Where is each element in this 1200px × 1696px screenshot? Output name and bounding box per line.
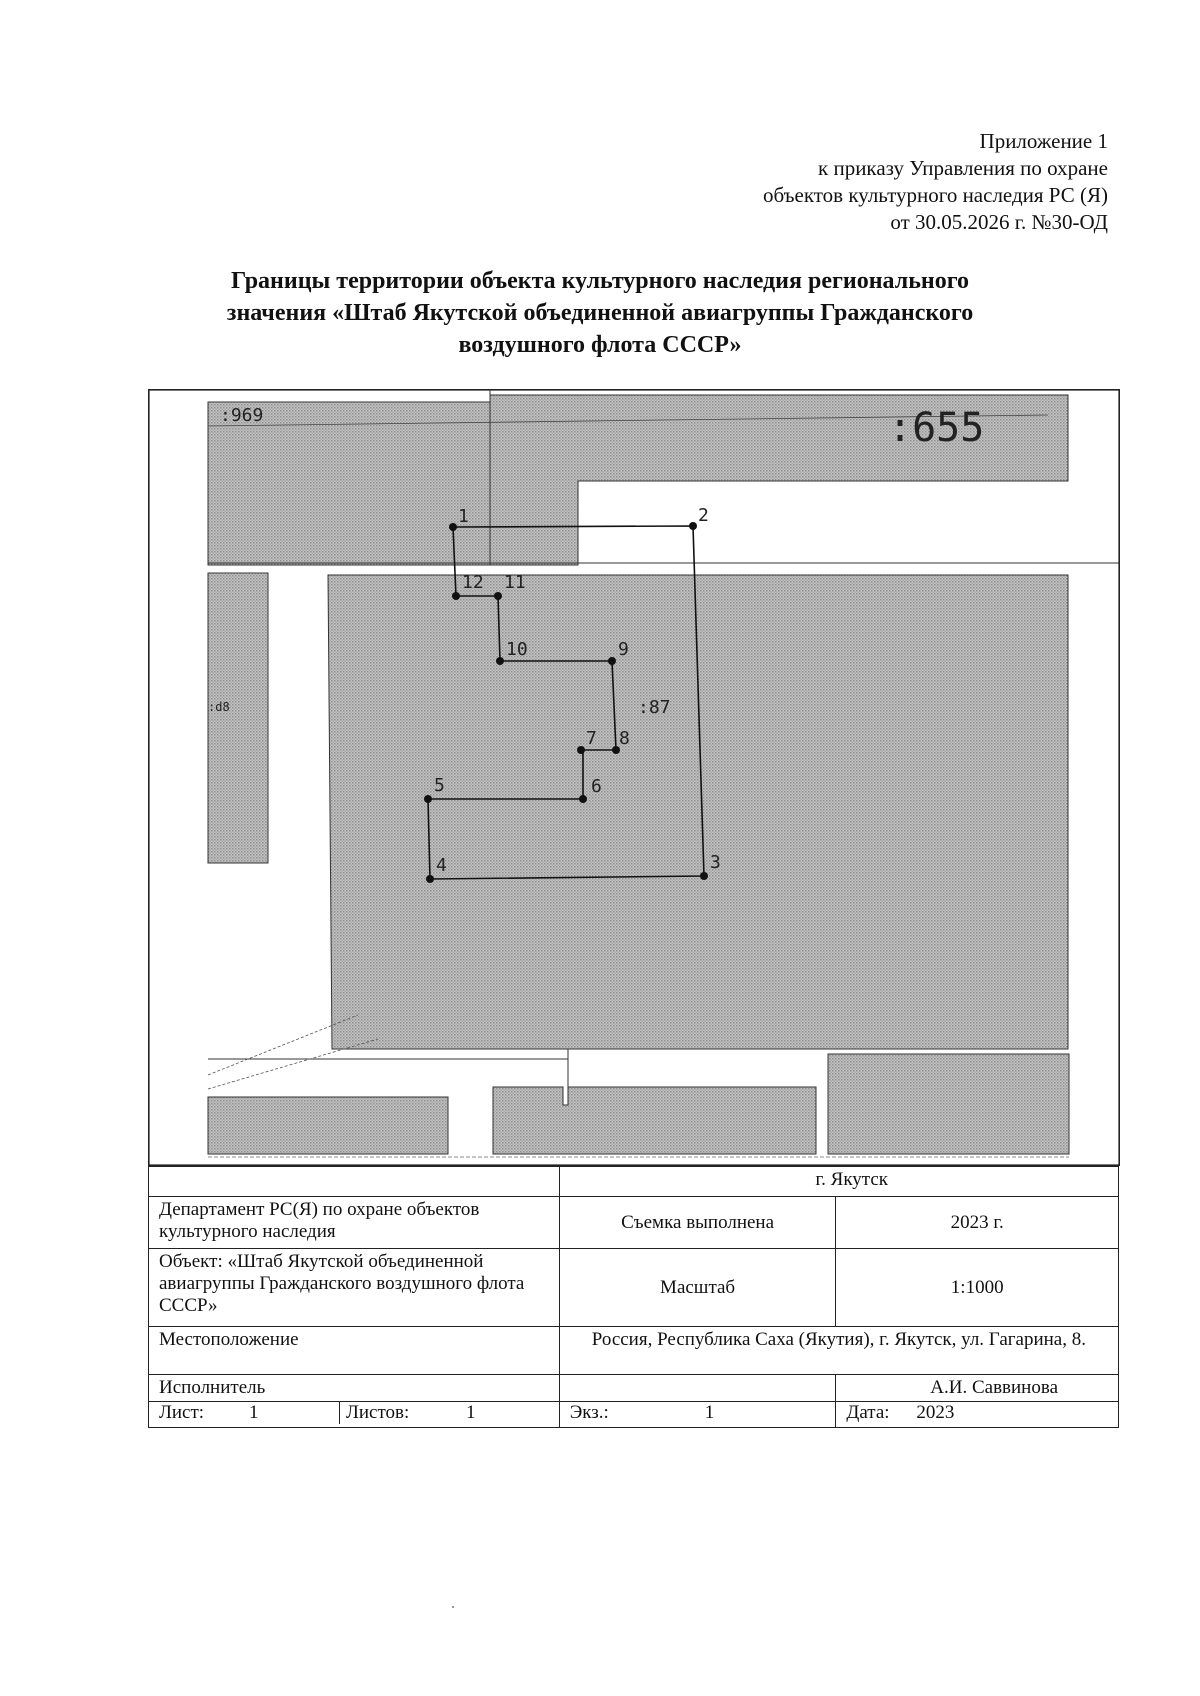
appendix-line: Приложение 1 xyxy=(979,129,1108,153)
appendix-line: объектов культурного наследия РС (Я) xyxy=(763,183,1108,207)
stamp-copy-cell xyxy=(559,1402,836,1428)
point-label-8: 8 xyxy=(619,728,630,749)
boundary-point-5 xyxy=(424,795,432,803)
point-label-3: 3 xyxy=(710,852,721,873)
boundary-point-10 xyxy=(496,657,504,665)
boundary-point-4 xyxy=(426,875,434,883)
title-line: Границы территории объекта культурного наследия регионального xyxy=(230,268,970,294)
title-line: воздушного флота СССР» xyxy=(458,332,742,358)
boundary-point-12 xyxy=(452,592,460,600)
stamp-executor-name: А.И. Саввинова xyxy=(836,1375,1119,1402)
stamp-executor-label: Исполнитель xyxy=(149,1375,560,1402)
stamp-location-label: Местоположение xyxy=(149,1327,560,1375)
stamp-object: Объект: «Штаб Якутской объединенной авиагруппы Гражданского воздушного флота СССР» xyxy=(149,1249,560,1327)
scan-speck xyxy=(452,1606,454,1608)
point-label-2: 2 xyxy=(698,505,709,526)
sheet-value: 1 xyxy=(249,1402,259,1423)
appendix-line: от 30.05.2026 г. №30-ОД xyxy=(890,210,1108,234)
boundary-point-11 xyxy=(494,592,502,600)
sheets-value: 1 xyxy=(466,1402,476,1423)
point-label-9: 9 xyxy=(618,639,629,660)
title-block xyxy=(148,1166,1119,1428)
point-label-11: 11 xyxy=(504,572,526,593)
bottom-parcel-right xyxy=(828,1054,1069,1154)
boundary-map xyxy=(148,389,1120,1166)
point-label-6: 6 xyxy=(591,776,602,797)
bottom-parcel-left xyxy=(208,1097,448,1154)
boundary-point-2 xyxy=(689,522,697,530)
stamp-survey-label: Съемка выполнена xyxy=(559,1197,836,1249)
title-line: значения «Штаб Якутской объединенной авиагруппы Гражданского xyxy=(226,300,974,326)
point-label-12: 12 xyxy=(462,572,484,593)
date-label: Дата: xyxy=(846,1402,890,1423)
bottom-parcel-middle xyxy=(493,1087,816,1154)
point-label-10: 10 xyxy=(506,639,528,660)
date-value: 2023 xyxy=(916,1402,955,1423)
boundary-point-3 xyxy=(700,872,708,880)
boundary-point-6 xyxy=(579,795,587,803)
point-label-4: 4 xyxy=(436,855,447,876)
parcel-label-969: :969 xyxy=(220,405,264,426)
stamp-sheet-cell xyxy=(149,1402,560,1428)
parcel-label-655: :655 xyxy=(888,405,985,451)
stamp-scale-label: Масштаб xyxy=(559,1249,836,1327)
parcel-d8 xyxy=(208,573,268,863)
stamp-survey-year: 2023 г. xyxy=(836,1197,1119,1249)
point-label-7: 7 xyxy=(586,728,597,749)
parcel-label-d8: :d8 xyxy=(208,700,230,714)
parcel-87 xyxy=(328,575,1068,1049)
stamp-executor-empty xyxy=(559,1375,836,1402)
diagonal-line xyxy=(208,1039,378,1089)
point-label-5: 5 xyxy=(434,775,445,796)
document-title xyxy=(120,265,1080,361)
boundary-point-9 xyxy=(608,657,616,665)
parcel-label-87: :87 xyxy=(638,697,671,718)
appendix-line: к приказу Управления по охране xyxy=(818,156,1108,180)
stamp-date-cell xyxy=(836,1402,1119,1428)
stamp-location-value: Россия, Республика Саха (Якутия), г. Якутск, ул. Гагарина, 8. xyxy=(559,1327,1118,1375)
stamp-scale-value: 1:1000 xyxy=(836,1249,1119,1327)
appendix-note xyxy=(763,128,1108,236)
copy-label: Экз.: xyxy=(569,1402,609,1423)
sheet-label: Лист: xyxy=(159,1402,205,1423)
stamp-empty-cell xyxy=(149,1167,560,1197)
sheets-label: Листов: xyxy=(339,1402,466,1424)
copy-value: 1 xyxy=(704,1402,715,1423)
stamp-department: Департамент РС(Я) по охране объектов культурного наследия xyxy=(149,1197,560,1249)
parcel-969 xyxy=(208,402,490,565)
point-label-1: 1 xyxy=(458,506,469,527)
stamp-city: г. Якутск xyxy=(559,1167,1118,1197)
boundary-point-7 xyxy=(577,746,585,754)
boundary-point-1 xyxy=(449,523,457,531)
